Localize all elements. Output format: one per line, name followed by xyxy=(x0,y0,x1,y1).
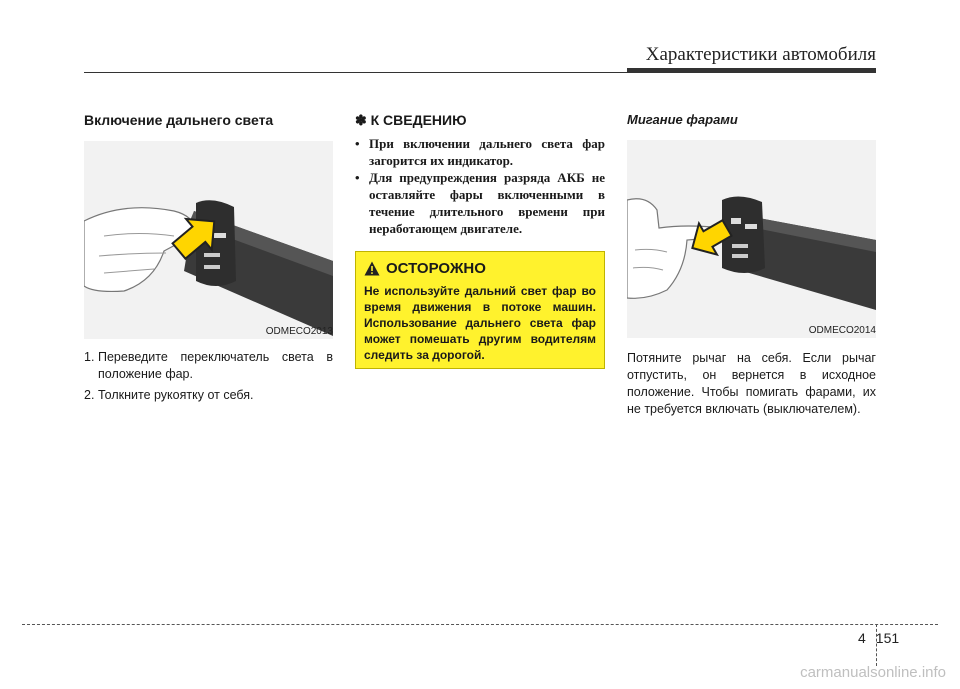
warning-title: ОСТОРОЖНО xyxy=(386,260,486,277)
lever-pull-illustration xyxy=(627,140,876,338)
figure-flash xyxy=(627,140,876,338)
header-rule-accent xyxy=(627,68,876,72)
page-number xyxy=(858,630,899,646)
section-heading: Мигание фарами xyxy=(627,112,738,127)
middle-column xyxy=(355,112,605,369)
body-paragraph: Потяните рычаг на себя. Если рычаг отпустить, он вернется в исходное положение. Чтобы помигать фарами, их не требуется включать (выключателем). xyxy=(627,351,876,416)
note-heading: ✽ К СВЕДЕНИЮ xyxy=(355,112,467,128)
warning-text: Не используйте дальний свет фар во время движения в потоке машин. Использование дальнего света фар может помешать другим водителям следить за дорогой. xyxy=(364,284,596,362)
chapter-number: 4 xyxy=(858,630,866,646)
list-item: • При включении дальнего света фар загорится их индикатор. xyxy=(355,136,605,168)
list-item: 2. Толкните рукоятку от себя. xyxy=(84,388,254,402)
header-rule xyxy=(84,72,876,73)
steps-list xyxy=(84,349,333,404)
right-column xyxy=(627,112,876,418)
note-list xyxy=(355,135,605,237)
warning-triangle-icon xyxy=(364,261,380,276)
list-item: 1. Переведите переключатель света в положение фар. xyxy=(84,350,333,381)
section-heading: Включение дальнего света xyxy=(84,112,274,128)
bullet-icon: • xyxy=(355,136,360,151)
left-column xyxy=(84,112,333,408)
header-title: Характеристики автомобиля xyxy=(645,44,876,65)
lever-push-illustration xyxy=(84,141,333,339)
figure-code: ODMECO2013 xyxy=(265,326,333,337)
watermark: carmanualsonline.info xyxy=(800,664,946,681)
bullet-icon: • xyxy=(355,170,360,185)
footer-rule xyxy=(22,624,938,625)
page-index: 151 xyxy=(875,630,900,646)
list-item: • Для предупреждения разряда АКБ не оставляйте фары включенными в течение длительного времени при неработающем двигателе. xyxy=(355,170,605,236)
figure-code: ODMECO2014 xyxy=(808,325,876,336)
figure-high-beam xyxy=(84,141,333,339)
warning-box xyxy=(355,251,605,369)
